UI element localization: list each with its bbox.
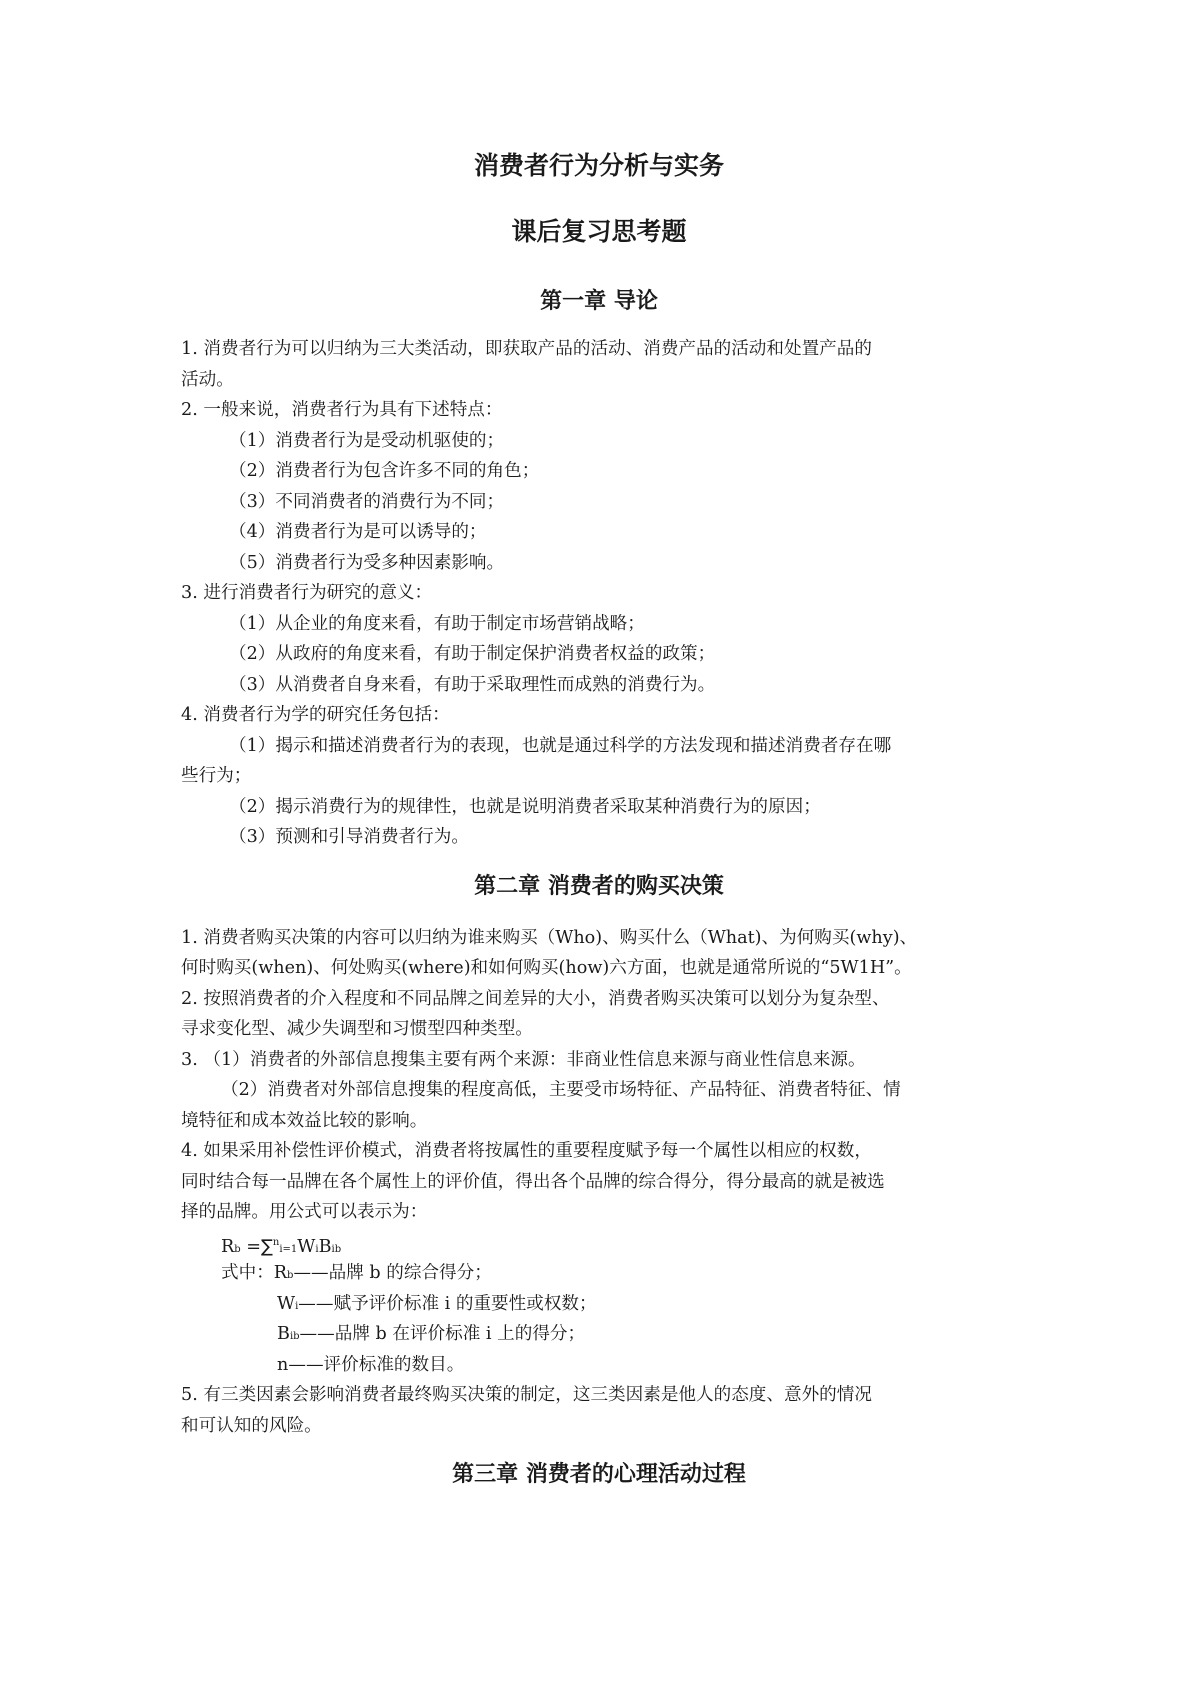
- formula-definition: [181, 1289, 1017, 1320]
- list-item: （1）从企业的角度来看，有助于制定市场营销战略；: [229, 613, 645, 634]
- chapter-3-heading: 第三章 消费者的心理活动过程: [452, 1461, 746, 1487]
- paragraph-line: （2）消费者对外部信息搜集的程度高低，主要受市场特征、产品特征、消费者特征、情: [221, 1080, 901, 1100]
- paragraph-line: 3. （1）消费者的外部信息搜集主要有两个来源：非商业性信息来源与商业性信息来源。: [181, 1049, 866, 1070]
- paragraph-line: 3. 进行消费者行为研究的意义：: [181, 583, 433, 603]
- formula-symbol: W: [297, 1236, 316, 1257]
- def-text: ——品牌 b 的综合得分；: [293, 1263, 492, 1283]
- paragraph-line: 些行为；: [181, 766, 252, 786]
- paragraph-line: 1. 消费者购买决策的内容可以归纳为谁来购买（Who)、购买什么（What)、为何购买(why)、: [181, 927, 918, 948]
- list-item: （1）消费者行为是受动机驱使的；: [229, 430, 505, 451]
- list-item: （2）从政府的角度来看，有助于制定保护消费者权益的政策；: [229, 644, 716, 664]
- where-label: 式中：: [221, 1263, 274, 1283]
- formula-superscript: n: [272, 1236, 280, 1248]
- def-symbol: W: [277, 1293, 296, 1314]
- formula-symbol: B: [318, 1236, 332, 1257]
- formula-definition: [181, 1350, 1017, 1381]
- def-subscript: ib: [289, 1331, 300, 1342]
- list-item: （1）揭示和描述消费者行为的表现，也就是通过科学的方法发现和描述消费者存在哪: [229, 735, 892, 756]
- def-symbol: B: [277, 1324, 290, 1344]
- formula-subscript: b: [234, 1243, 241, 1255]
- paragraph-line: 2. 按照消费者的介入程度和不同品牌之间差异的大小，消费者购买决策可以划分为复杂型、: [181, 988, 890, 1009]
- list-item: （5）消费者行为受多种因素影响。: [229, 552, 505, 573]
- paragraph-line: 活动。: [181, 369, 234, 390]
- formula-equals: =: [246, 1236, 261, 1257]
- def-text: ——品牌 b 在评价标准 i 上的得分；: [299, 1324, 586, 1344]
- paragraph-line: 5. 有三类因素会影响消费者最终购买决策的制定，这三类因素是他人的态度、意外的情况: [181, 1385, 872, 1405]
- def-subscript: i: [295, 1300, 299, 1312]
- list-item: （4）消费者行为是可以诱导的；: [229, 522, 487, 542]
- def-symbol: R: [273, 1263, 288, 1283]
- paragraph-line: 同时结合每一品牌在各个属性上的评价值，得出各个品牌的综合得分，得分最高的就是被选: [181, 1171, 885, 1192]
- formula-subscript: i=1: [279, 1243, 298, 1255]
- def-text: ——赋予评价标准 i 的重要性或权数；: [298, 1293, 597, 1314]
- paragraph-line: 4. 如果采用补偿性评价模式，消费者将按属性的重要程度赋予每一个属性以相应的权数，: [181, 1141, 872, 1161]
- paragraph-line: 择的品牌。用公式可以表示为：: [181, 1202, 428, 1222]
- chapter-1-section: [181, 334, 1017, 853]
- list-item: （3）不同消费者的消费行为不同；: [229, 491, 505, 512]
- sigma-symbol: ∑: [261, 1236, 273, 1257]
- list-item: （2）消费者行为包含许多不同的角色；: [229, 461, 540, 481]
- paragraph-line: 4. 消费者行为学的研究任务包括：: [181, 705, 450, 725]
- chapter-2-section: [181, 923, 1017, 1442]
- formula: [181, 1228, 1017, 1259]
- list-item: （3）从消费者自身来看，有助于采取理性而成熟的消费行为。: [229, 674, 716, 695]
- paragraph-line: 寻求变化型、减少失调型和习惯型四种类型。: [181, 1019, 533, 1039]
- formula-symbol: R: [221, 1236, 235, 1257]
- def-subscript: b: [287, 1270, 294, 1281]
- paragraph-line: 境特征和成本效益比较的影响。: [181, 1110, 428, 1131]
- paragraph-line: 何时购买(when)、何处购买(where)和如何购买(how)六方面，也就是通常所说的“5W1H”。: [181, 958, 912, 978]
- list-item: （2）揭示消费行为的规律性，也就是说明消费者采取某种消费行为的原因；: [229, 796, 821, 817]
- formula-definition: [181, 1258, 1017, 1289]
- formula-definition: [181, 1319, 1017, 1350]
- paragraph-line: 2. 一般来说，消费者行为具有下述特点：: [181, 400, 503, 420]
- paragraph-line: 1. 消费者行为可以归纳为三大类活动，即获取产品的活动、消费产品的活动和处置产品的: [181, 339, 872, 359]
- def-symbol: n: [277, 1354, 289, 1375]
- formula-subscript: ib: [331, 1243, 342, 1255]
- def-text: ——评价标准的数目。: [288, 1354, 465, 1375]
- formula-subscript: i: [315, 1243, 319, 1255]
- paragraph-line: 和可认知的风险。: [181, 1415, 322, 1436]
- document-title: 消费者行为分析与实务: [473, 151, 724, 180]
- list-item: （3）预测和引导消费者行为。: [229, 827, 469, 847]
- chapter-1-heading: 第一章 导论: [540, 288, 658, 314]
- document-body: [181, 150, 1017, 1489]
- document-subtitle: 课后复习思考题: [511, 217, 687, 246]
- chapter-2-heading: 第二章 消费者的购买决策: [474, 872, 724, 899]
